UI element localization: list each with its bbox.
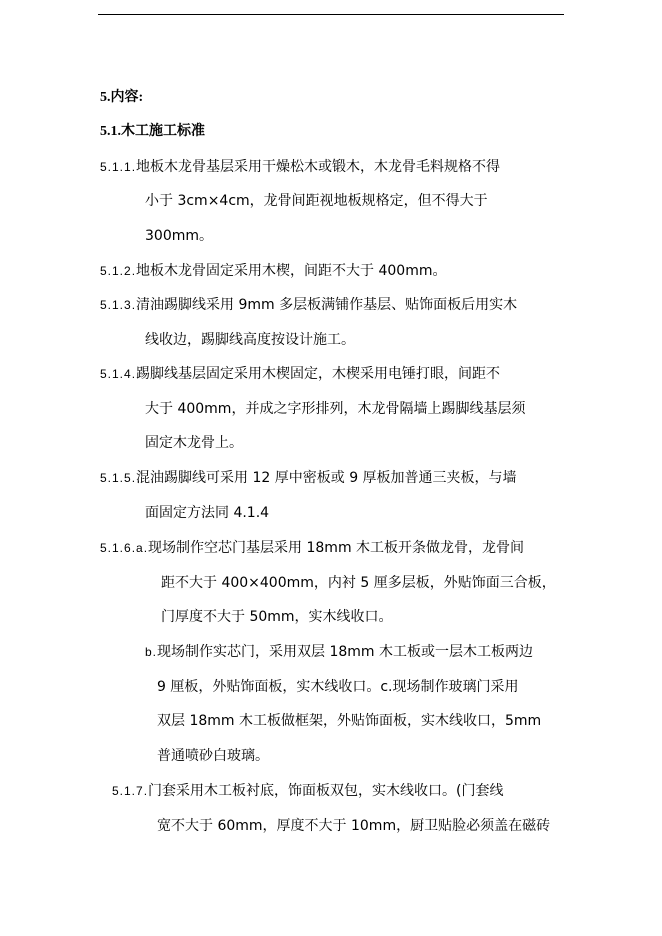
item-5-1-4 xyxy=(100,364,500,384)
item-5-1-3-line2: 线收边，踢脚线高度按设计施工。 xyxy=(145,332,355,348)
item-text: 踢脚线基层固定采用木楔固定，木楔采用电锤打眼，间距不 xyxy=(136,366,501,382)
item-text: 地板木龙骨固定采用木楔，间距不大于 400mm。 xyxy=(136,263,447,279)
item-5-1-1-line3: 300mm。 xyxy=(145,228,213,244)
item-text: 现场制作空芯门基层采用 18mm 木工板开条做龙骨，龙骨间 xyxy=(148,540,525,556)
item-text: 门套采用木工板衬底，饰面板双包，实木线收口。(门套线 xyxy=(148,783,504,799)
item-5-1-6-b-line3: 双层 18mm 木工板做框架，外贴饰面板，实木线收口，5mm xyxy=(157,713,542,729)
section-heading-5: 5.内容: xyxy=(100,90,144,105)
item-5-1-5-line2: 面固定方法同 4.1.4 xyxy=(145,505,270,521)
item-number: 5.1.3. xyxy=(100,298,137,312)
item-5-1-4-line2: 大于 400mm，并成之字形排列，木龙骨隔墙上踢脚线基层须 xyxy=(145,401,526,417)
item-5-1-3 xyxy=(100,295,517,315)
item-5-1-6-a-line2: 距不大于 400×400mm，内衬 5 厘多层板，外贴饰面三合板， xyxy=(161,575,556,591)
item-5-1-7 xyxy=(112,781,504,801)
item-5-1-1-line2: 小于 3cm×4cm，龙骨间距视地板规格定，但不得大于 xyxy=(145,193,488,209)
item-5-1-6-b-line4: 普通喷砂白玻璃。 xyxy=(157,748,269,764)
item-5-1-1 xyxy=(100,157,500,177)
item-5-1-7-line2: 宽不大于 60mm，厚度不大于 10mm，厨卫贴脸必须盖在磁砖 xyxy=(157,818,551,834)
header-rule xyxy=(98,14,564,15)
item-5-1-6-b-line2: 9 厘板，外贴饰面板，实木线收口。c.现场制作玻璃门采用 xyxy=(157,679,519,695)
item-number: 5.1.5. xyxy=(100,471,137,485)
item-5-1-5 xyxy=(100,468,517,488)
item-5-1-4-line3: 固定木龙骨上。 xyxy=(145,435,243,451)
item-number: 5.1.6. xyxy=(100,541,137,555)
item-text: 清油踢脚线采用 9mm 多层板满铺作基层、贴饰面板后用实木 xyxy=(136,297,518,313)
item-number: 5.1.7. xyxy=(112,784,149,798)
item-text: 现场制作实芯门，采用双层 18mm 木工板或一层木工板两边 xyxy=(157,644,534,660)
item-5-1-6-b xyxy=(145,642,533,662)
section-heading-5-1: 5.1.木工施工标准 xyxy=(100,124,205,139)
item-text: 地板木龙骨基层采用干燥松木或锻木，木龙骨毛料规格不得 xyxy=(136,159,501,175)
item-5-1-6-a-line3: 门厚度不大于 50mm，实木线收口。 xyxy=(161,609,393,625)
sub-item-label-a: a. xyxy=(136,541,149,555)
sub-item-label-b: b. xyxy=(145,645,158,659)
item-text: 混油踢脚线可采用 12 厚中密板或 9 厚板加普通三夹板，与墙 xyxy=(136,470,517,486)
item-number: 5.1.1. xyxy=(100,160,137,174)
item-number: 5.1.2. xyxy=(100,264,137,278)
item-5-1-6 xyxy=(100,538,524,558)
item-number: 5.1.4. xyxy=(100,367,137,381)
item-5-1-2 xyxy=(100,261,446,281)
